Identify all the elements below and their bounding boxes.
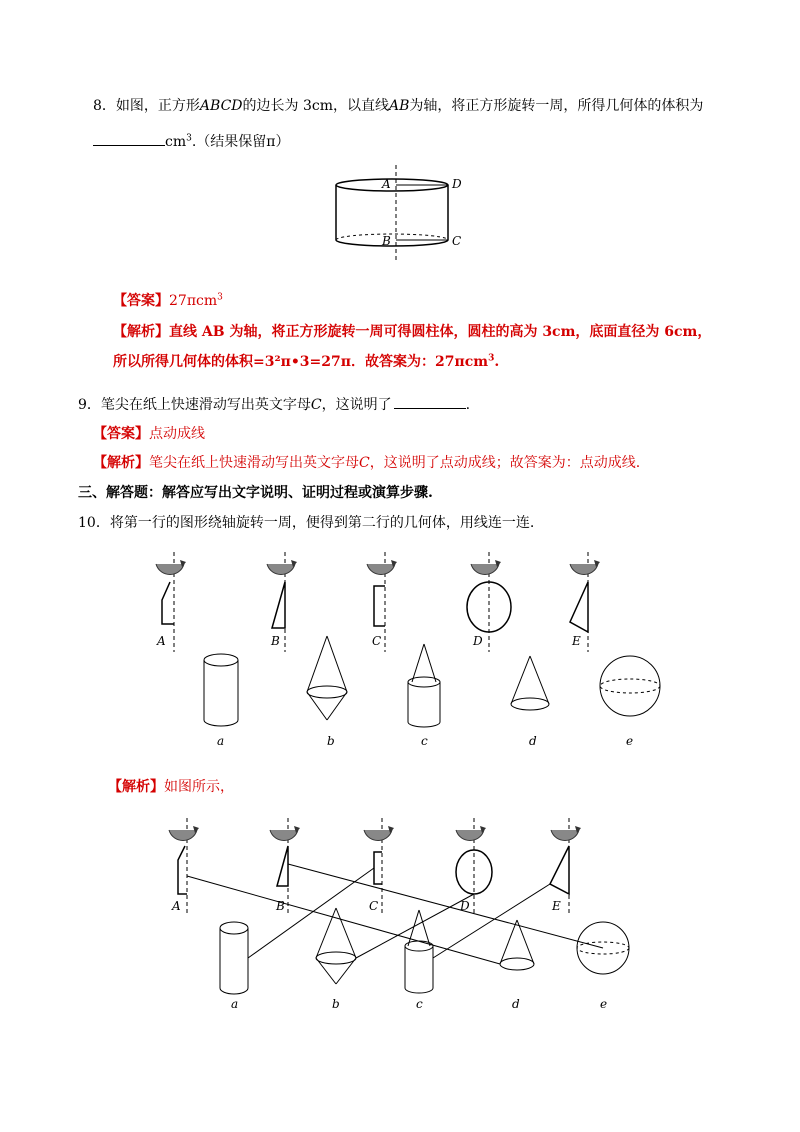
answer-sup: 3 [217, 292, 223, 303]
q8-text3: 为轴，将正方形旋转一周，所得几何体的体积为 [409, 98, 704, 114]
q8-line2 [93, 131, 290, 152]
top-label-E: E [572, 634, 581, 648]
q8-unit: cm [165, 134, 187, 150]
q8-abcd: ABCD [199, 98, 243, 114]
q8-answer-blank [93, 131, 165, 146]
cylinder-figure [330, 165, 470, 265]
q9-analysis-c: C [359, 455, 370, 471]
analysis-tag: 【解析】 [113, 324, 169, 340]
bottom-label-a: a [217, 734, 225, 748]
solid-d-cone [511, 656, 549, 710]
top-label-D: D [473, 634, 483, 648]
top-label-A: A [157, 634, 166, 648]
solid-c-cone-on-cylinder [408, 644, 440, 727]
top-label-C: C [372, 634, 382, 648]
label-B: B [382, 234, 391, 248]
q8-note: .（结果保留π） [191, 134, 290, 150]
sol-top-label-B: B [276, 899, 285, 913]
q9-c: C [310, 397, 322, 413]
q9-analysis-a: 笔尖在纸上快速滑动写出英文字母 [149, 455, 359, 471]
answer-value: 27πcm [169, 293, 218, 309]
bottom-label-d: d [529, 734, 537, 748]
sol-top-label-A: A [172, 899, 181, 913]
sol-top-label-D: D [460, 899, 470, 913]
bottom-label-b: b [327, 734, 335, 748]
section3-title: 三、解答题：解答应写出文字说明、证明过程或演算步骤. [78, 485, 433, 501]
q8-ab: AB [389, 98, 410, 114]
label-C: C [452, 234, 462, 248]
q9-analysis-tag: 【解析】 [93, 455, 149, 471]
analysis2-sup: 3 [488, 353, 495, 364]
q8-answer [113, 291, 223, 311]
q10-analysis [108, 777, 234, 797]
solid-e-sphere [600, 656, 660, 716]
sol-bottom-label-c: c [416, 997, 423, 1011]
sol-bottom-label-b: b [332, 997, 340, 1011]
top-label-B: B [271, 634, 280, 648]
answer-tag: 【答案】 [113, 293, 169, 309]
q9-text2: ，这说明了 [321, 397, 392, 413]
solid-b-double-cone [307, 636, 347, 720]
q10-question: 10．将第一行的图形绕轴旋转一周，便得到第二行的几何体，用线连一连. [78, 515, 535, 531]
q8-line1 [93, 96, 703, 116]
bottom-label-e: e [626, 734, 634, 748]
sol-bottom-label-d: d [512, 997, 520, 1011]
q8-text2: 的边长为 3cm，以直线 [242, 98, 390, 114]
matching-lines [187, 864, 603, 964]
q9-answer-tag: 【答案】 [93, 426, 149, 442]
q9-analysis [93, 453, 640, 473]
bottom-label-c: c [421, 734, 428, 748]
solid-a-cylinder [204, 654, 238, 726]
q10-solution-figure [160, 818, 680, 1018]
q9-answer [93, 424, 205, 444]
q8-analysis1 [113, 322, 711, 342]
q9-end: . [465, 397, 471, 413]
sol-bottom-label-e: e [600, 997, 608, 1011]
q9-question [78, 394, 470, 415]
q9-analysis-b: ，这说明了点动成线；故答案为：点动成线. [369, 455, 641, 471]
q10-analysis-text: 如图所示， [164, 779, 234, 795]
analysis-line2: 所以所得几何体的体积=3²π•3=27π．故答案为：27πcm [113, 354, 489, 370]
q9-answer-value: 点动成线 [149, 426, 205, 442]
label-A: A [382, 177, 391, 191]
sol-top-label-C: C [369, 899, 379, 913]
analysis2-end: . [494, 354, 500, 370]
sol-bottom-label-a: a [231, 997, 239, 1011]
q10-figure [140, 552, 700, 752]
analysis-line1: 直线 AB 为轴，将正方形旋转一周可得圆柱体，圆柱的高为 3cm，底面直径为 6cm， [169, 324, 712, 340]
q10-analysis-tag: 【解析】 [108, 779, 164, 795]
q8-unit-sup: 3 [186, 133, 192, 144]
q9-text: 9．笔尖在纸上快速滑动写出英文字母 [78, 397, 311, 413]
q8-text: 8．如图，正方形 [93, 98, 200, 114]
q9-answer-blank [394, 394, 466, 409]
q8-analysis2 [113, 352, 499, 372]
label-D: D [452, 177, 462, 191]
sol-top-label-E: E [552, 899, 561, 913]
